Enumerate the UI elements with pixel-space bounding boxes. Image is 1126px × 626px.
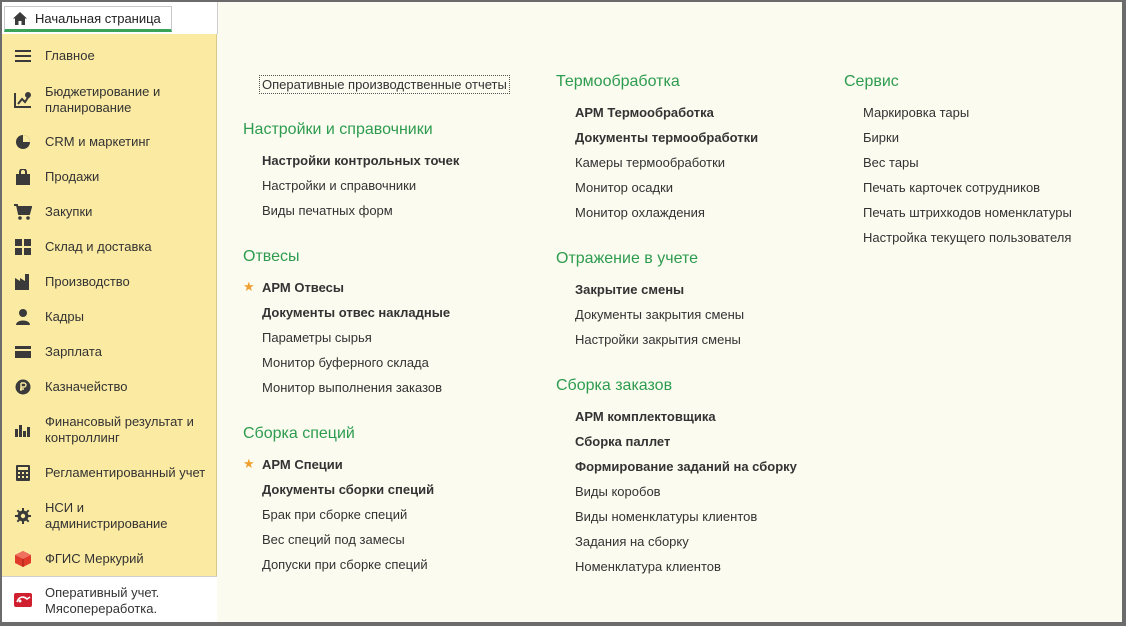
link-spice-weights[interactable]: Вес специй под замесы (262, 532, 405, 547)
sidebar-item-label: Регламентированный учет (45, 465, 206, 480)
sidebar-current-subsystem-label: Оперативный учет. Мясопереработка. (45, 585, 160, 616)
sidebar-item-label: Кадры (45, 309, 84, 324)
favorite-star-icon: ★ (243, 456, 255, 471)
link-pallet-assembly[interactable]: Сборка паллет (575, 434, 671, 449)
sidebar-item-production[interactable] (2, 272, 217, 292)
sidebar (2, 34, 217, 622)
sidebar-item-warehouse[interactable] (2, 237, 217, 257)
section-title-weighings: Отвесы (243, 248, 300, 265)
budget-icon (14, 91, 32, 109)
calculator-icon (14, 464, 32, 482)
link-settling-monitor[interactable]: Монитор осадки (575, 180, 674, 195)
sidebar-current-subsystem[interactable] (2, 576, 217, 622)
sidebar-item-purchases[interactable] (2, 202, 217, 222)
warehouse-icon (14, 238, 32, 256)
link-spice-defects[interactable]: Брак при сборке специй (262, 507, 408, 522)
link-arm-heat-treatment[interactable]: АРМ Термообработка (575, 105, 714, 120)
link-container-marking[interactable]: Маркировка тары (863, 105, 970, 120)
tab-home[interactable] (4, 6, 172, 32)
link-operational-production-reports[interactable]: Оперативные производственные отчеты (259, 75, 510, 94)
section-title-order-assembly: Сборка заказов (556, 377, 673, 394)
link-print-form-types[interactable]: Виды печатных форм (262, 203, 393, 218)
link-print-barcodes[interactable]: Печать штрихкодов номенклатуры (863, 205, 1072, 220)
link-client-nomenclature-types[interactable]: Виды номенклатуры клиентов (575, 509, 758, 524)
menu-icon (14, 47, 32, 65)
ruble-icon (14, 378, 32, 396)
link-client-nomenclature[interactable]: Номенклатура клиентов (575, 559, 721, 574)
cart-icon (14, 203, 32, 221)
sidebar-item-treasury[interactable] (2, 377, 217, 397)
sidebar-item-label: НСИ и администрирование (45, 500, 168, 531)
sidebar-item-nsi-admin[interactable] (2, 498, 217, 534)
link-weighing-documents[interactable]: Документы отвес накладные (262, 305, 451, 320)
tab-bar (2, 2, 218, 34)
sidebar-item-label: CRM и маркетинг (45, 134, 151, 149)
link-heat-treatment-documents[interactable]: Документы термообработки (575, 130, 759, 145)
factory-icon (14, 273, 32, 291)
link-shift-closing-settings[interactable]: Настройки закрытия смены (575, 332, 741, 347)
sidebar-item-sales[interactable] (2, 167, 217, 187)
favorite-star-icon: ★ (243, 279, 255, 294)
link-spice-assembly-documents[interactable]: Документы сборки специй (262, 482, 435, 497)
link-arm-weighings[interactable]: АРМ Отвесы (262, 280, 345, 295)
link-arm-picker[interactable]: АРМ комплектовщика (575, 409, 716, 424)
sidebar-item-label: Склад и доставка (45, 239, 152, 254)
sidebar-item-salary[interactable] (2, 342, 217, 362)
meat-icon (14, 593, 32, 610)
sidebar-item-regulated-accounting[interactable] (2, 463, 217, 483)
link-box-types[interactable]: Виды коробов (575, 484, 661, 499)
link-settings-references[interactable]: Настройки и справочники (262, 178, 417, 193)
main-content (218, 2, 1122, 622)
link-buffer-warehouse-monitor[interactable]: Монитор буферного склада (262, 355, 429, 370)
link-shift-closing-documents[interactable]: Документы закрытия смены (575, 307, 745, 322)
bar-chart-icon (14, 421, 32, 439)
pie-chart-icon (14, 133, 32, 151)
sidebar-item-financial-result[interactable] (2, 412, 217, 448)
gear-icon (14, 507, 32, 525)
link-checkpoint-settings[interactable]: Настройки контрольных точек (262, 153, 460, 168)
link-raw-material-params[interactable]: Параметры сырья (262, 330, 372, 345)
link-heat-chambers[interactable]: Камеры термообработки (575, 155, 726, 170)
sidebar-item-label: Бюджетирование и планирование (45, 84, 161, 115)
sidebar-item-label: ФГИС Меркурий (45, 551, 144, 566)
link-assembly-tasks[interactable]: Задания на сборку (575, 534, 689, 549)
sidebar-item-label: Казначейство (45, 379, 128, 394)
section-title-heat-treatment: Термообработка (556, 73, 680, 90)
link-current-user-settings[interactable]: Настройка текущего пользователя (863, 230, 1072, 245)
app-window (2, 2, 1122, 622)
sidebar-item-label: Финансовый результат и контроллинг (45, 414, 194, 445)
sidebar-item-label: Главное (45, 48, 95, 63)
cube-icon (14, 550, 32, 568)
link-tags[interactable]: Бирки (863, 130, 899, 145)
link-arm-spices[interactable]: АРМ Специи (262, 457, 343, 472)
sidebar-item-label: Производство (45, 274, 130, 289)
tab-home-label: Начальная страница (35, 10, 161, 26)
section-title-accounting-reflection: Отражение в учете (556, 250, 698, 267)
sidebar-item-label: Закупки (45, 204, 93, 219)
section-title-settings: Настройки и справочники (243, 121, 433, 138)
link-print-employee-cards[interactable]: Печать карточек сотрудников (863, 180, 1041, 195)
sidebar-item-hr[interactable] (2, 307, 217, 327)
person-icon (14, 308, 32, 326)
home-icon (13, 12, 27, 25)
bag-icon (14, 168, 32, 186)
link-cooling-monitor[interactable]: Монитор охлаждения (575, 205, 705, 220)
sidebar-item-fgis-mercury[interactable] (2, 549, 217, 569)
wallet-icon (14, 343, 32, 361)
link-shift-closing[interactable]: Закрытие смены (575, 282, 685, 297)
sidebar-item-label: Продажи (45, 169, 100, 184)
section-title-service: Сервис (844, 73, 899, 90)
sidebar-item-main[interactable] (2, 46, 217, 66)
link-spice-tolerances[interactable]: Допуски при сборке специй (262, 557, 428, 572)
link-container-weight[interactable]: Вес тары (863, 155, 919, 170)
link-order-execution-monitor[interactable]: Монитор выполнения заказов (262, 380, 443, 395)
link-assembly-task-generation[interactable]: Формирование заданий на сборку (575, 459, 797, 474)
sidebar-item-crm[interactable] (2, 132, 217, 152)
sidebar-item-budgeting[interactable] (2, 82, 217, 118)
sidebar-item-label: Зарплата (45, 344, 102, 359)
section-title-spice-assembly: Сборка специй (243, 425, 355, 442)
